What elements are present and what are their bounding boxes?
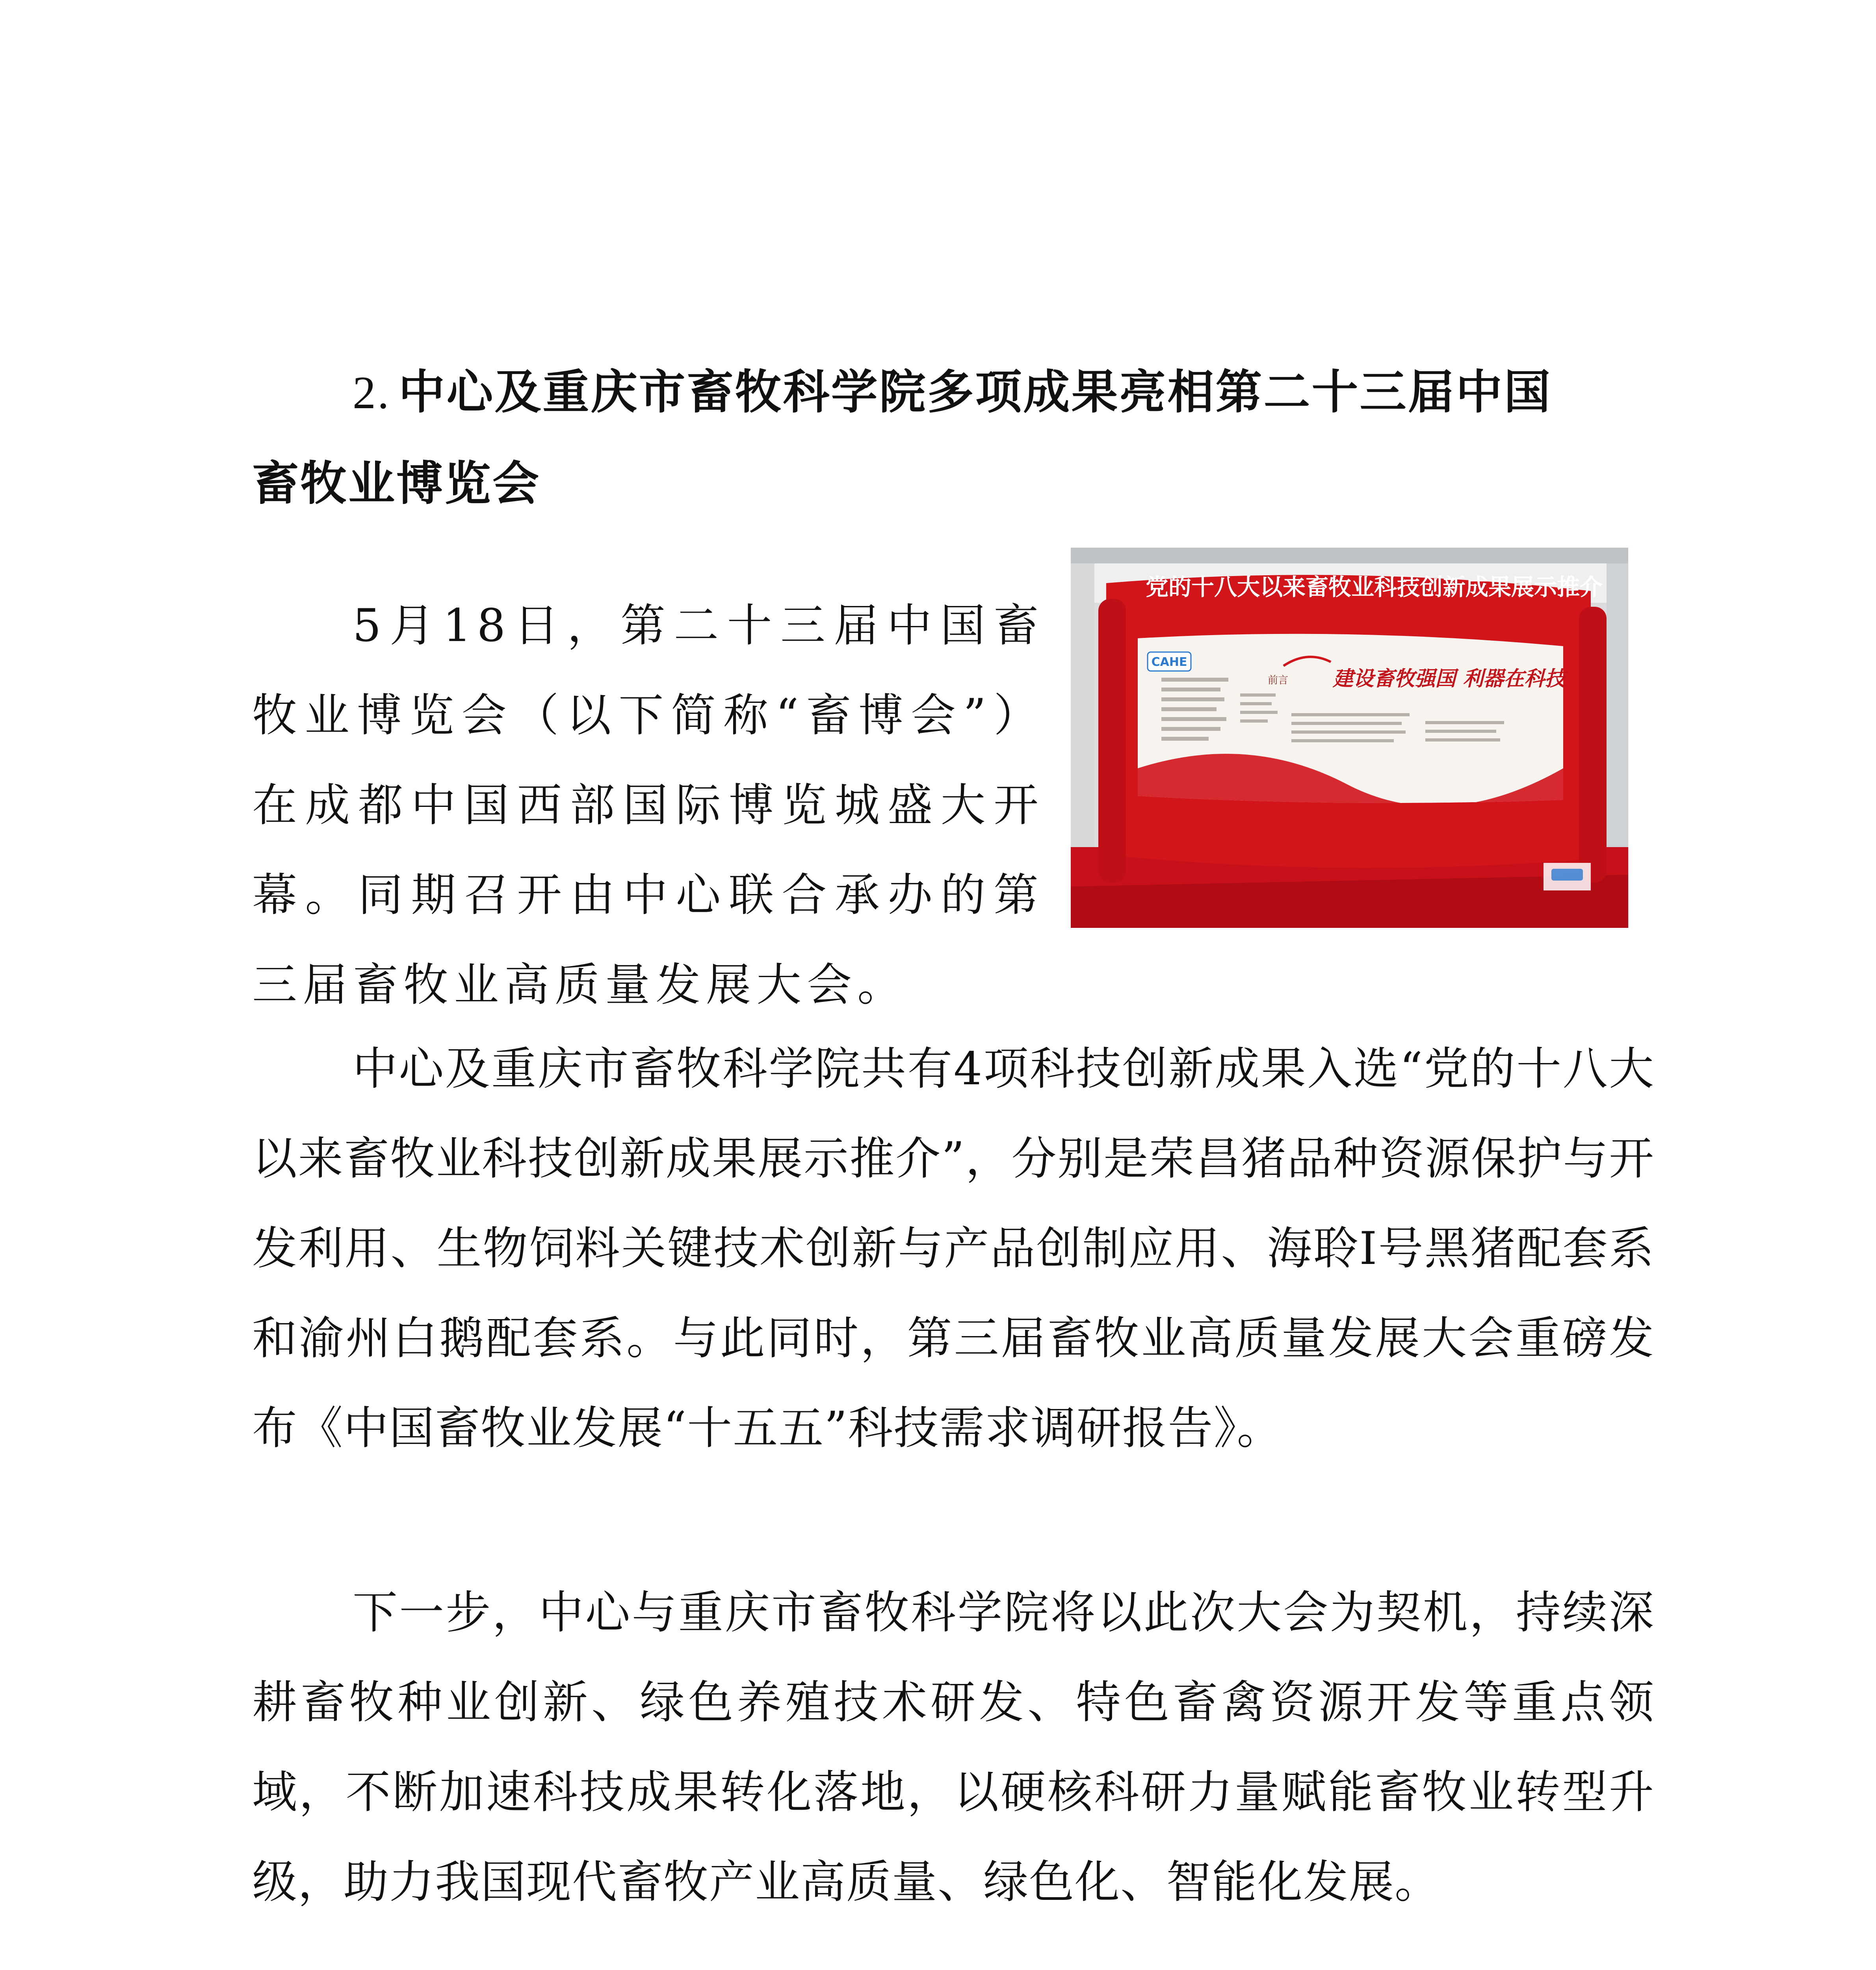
banner-text: 党的十八大以来畜牧业科技创新成果展示推介 (1146, 574, 1603, 600)
heading-line-2: 畜牧业博览会 (252, 456, 541, 511)
paragraph-next-steps: 下一步，中心与重庆市畜牧科学院将以此次大会为契机，持续深耕畜牧种业创新、绿色养殖技术研发、特色畜禽资源开发等重点领域，不断加速科技成果转化落地，以硬核科研力量赋能畜牧业转型升级，助力我国现代畜牧产业高质量、绿色化、智能化发展。 (252, 1586, 1655, 1908)
paragraph-achievements: 中心及重庆市畜牧科学院共有4项科技创新成果入选“党的十八大以来畜牧业科技创新成果展示推介”，分别是荣昌猪品种资源保护与开发利用、生物饲料关键技术创新与产品创制应用、海聆I号黑猪配套系和渝州白鹅配套系。与此同时，第三届畜牧业高质量发展大会重磅发布《中国畜牧业发展“十五五”科技需求调研报告》。 (252, 1043, 1655, 1454)
expo-photo (1071, 548, 1628, 928)
heading-text-1: 中心及重庆市畜牧科学院多项成果亮相第二十三届中国 (398, 365, 1552, 419)
expo-photo-illustration (1071, 548, 1628, 928)
preface-label: 前言 (1268, 675, 1289, 686)
slogan-text: 建设畜牧强国 利器在科技 (1333, 667, 1566, 691)
logo-text: CAHE (1151, 655, 1187, 669)
heading-line-1 (252, 347, 1655, 438)
paragraph-opening: 5月18日，第二十三届中国畜牧业博览会（以下简称“畜博会”）在成都中国西部国际博览城盛大开幕。同期召开由中心联合承办的第三届畜牧业高质量发展大会。 (252, 599, 1044, 1011)
heading-number: 2. (353, 367, 391, 418)
section-heading (252, 347, 1655, 529)
